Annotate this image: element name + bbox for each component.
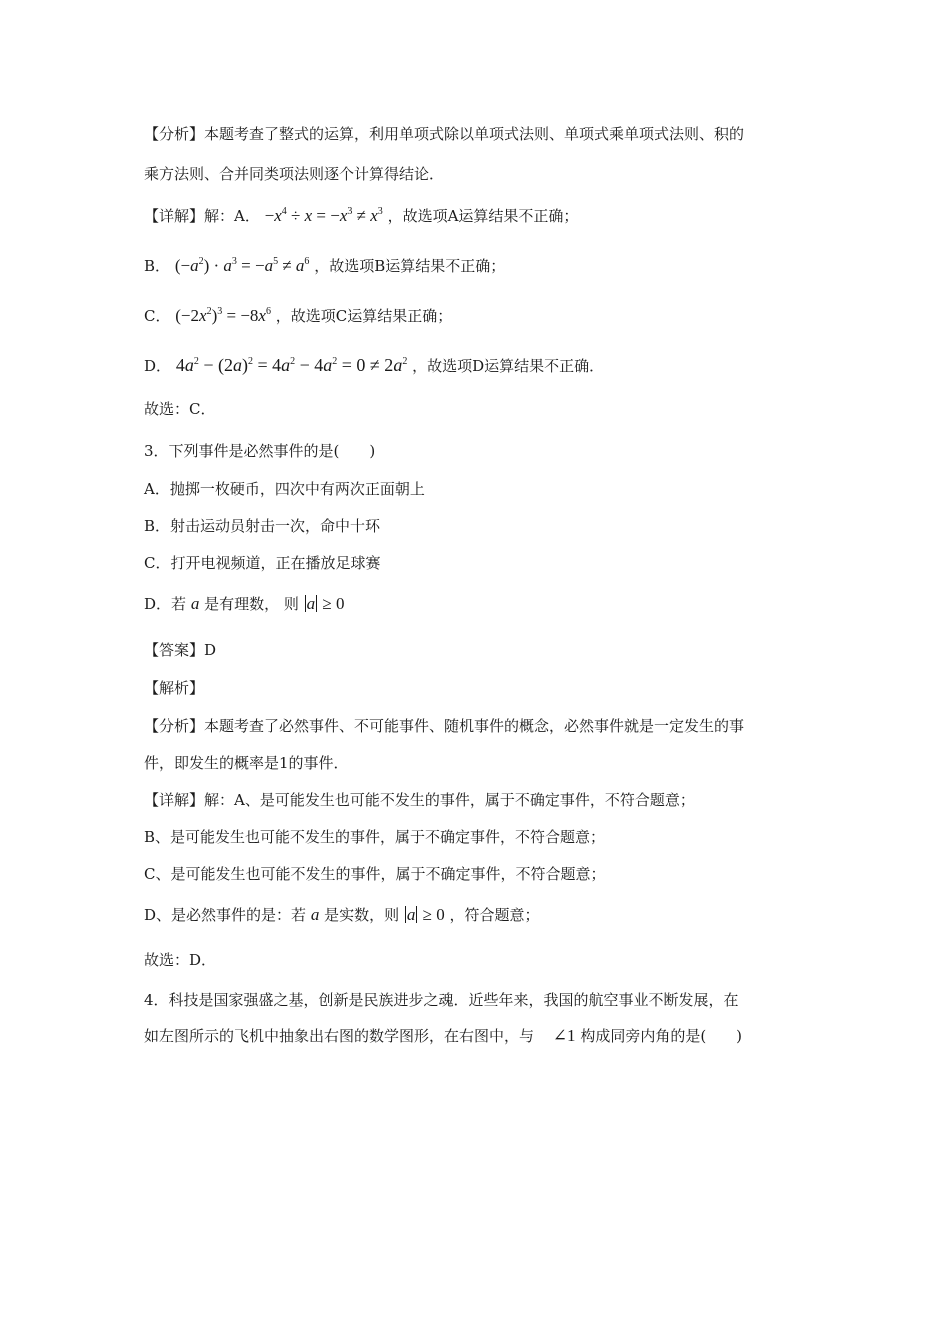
q2-analysis-line2: 乘方法则、合并同类项法则逐个计算得结论． — [144, 165, 445, 183]
q2-d-prefix: D． — [144, 357, 172, 375]
variable-a: a — [310, 905, 320, 924]
q3-option-a: A．抛掷一枚硬币，四次中有两次正面朝上 — [144, 480, 425, 498]
q2-detail-d — [144, 355, 604, 376]
q2-b-tail: ，故选项B运算结果不正确； — [314, 257, 506, 275]
q3-answer: 【答案】D — [144, 641, 217, 659]
q4-line2 — [144, 1026, 742, 1046]
q3-analysis-title: 【解析】 — [144, 679, 205, 697]
q2-c-tail: ，故选项C运算结果正确； — [275, 307, 453, 325]
q3-detail-b: B、是可能发生也可能不发生的事件，属于不确定事件，不符合题意； — [144, 828, 606, 846]
q3-analysis-line2: 件，即发生的概率是1的事件． — [144, 754, 349, 772]
formula-c: $(-2x^2)^3 = -8x^6$ — [175, 306, 271, 325]
q2-detail-b — [144, 256, 505, 276]
q3-option-b: B．射击运动员射击一次，命中十环 — [144, 517, 381, 535]
formula-a: $-x^4 \div x = -x^3 \ne x^3$ — [264, 206, 383, 225]
q3-option-d-mid: 是有理数， 则 — [204, 595, 299, 613]
q3-conclusion: 故选：D． — [144, 951, 217, 969]
q2-d-tail: ，故选项D运算结果不正确． — [412, 357, 605, 375]
q2-a-tail: ，故选项A运算结果不正确； — [387, 207, 579, 225]
q4-line2-prefix: 如左图所示的飞机中抽象出右图的数学图形，在右图中，与 — [144, 1027, 535, 1045]
angle-1: ∠1 — [552, 1026, 576, 1045]
q4-line1: 4．科技是国家强盛之基，创新是民族进步之魂．近些年来，我国的航空事业不断发展，在 — [144, 991, 739, 1009]
formula-abs-a: a ≥ 0 — [406, 905, 445, 924]
q3-question: 3．下列事件是必然事件的是( ) — [144, 442, 376, 460]
q2-c-prefix: C． — [144, 307, 171, 325]
formula-d: $4a^2 - (2a)^2 = 4a^2 - 4a^2 = 0 \ne 2a^2$ — [175, 355, 408, 375]
formula-abs-a: a ≥ 0 — [306, 594, 345, 613]
q2-conclusion: 故选：C． — [144, 400, 216, 418]
q3-detail-a: 【详解】解：A、是可能发生也可能不发生的事件，属于不确定事件，不符合题意； — [144, 791, 695, 809]
q3-option-d — [144, 594, 345, 614]
formula-b: $(-a^2) \cdot a^3 = -a^5 \ne a^6$ — [174, 256, 310, 275]
q2-b-prefix: B． — [144, 257, 171, 275]
q2-detail-a — [144, 206, 578, 226]
q4-line2-tail: 构成同旁内角的是( ) — [580, 1027, 743, 1045]
q3-option-c: C．打开电视频道，正在播放足球赛 — [144, 554, 381, 572]
q2-detail-c — [144, 306, 452, 326]
q3-option-d-prefix: D．若 — [144, 595, 187, 613]
q3-detail-d-prefix: D、是必然事件的是：若 — [144, 906, 307, 924]
q2-detail-prefix: 【详解】解：A． — [144, 207, 260, 225]
q2-analysis-line1: 【分析】本题考查了整式的运算，利用单项式除以单项式法则、单项式乘单项式法则、积的 — [144, 125, 745, 143]
q3-detail-d-mid: 是实数，则 — [324, 906, 400, 924]
q3-detail-d — [144, 905, 540, 925]
q3-analysis-line1: 【分析】本题考查了必然事件、不可能事件、随机事件的概念，必然事件就是一定发生的事 — [144, 717, 745, 735]
q3-detail-d-tail: ，符合题意； — [449, 906, 540, 924]
variable-a: a — [190, 594, 200, 613]
q3-detail-c: C、是可能发生也可能不发生的事件，属于不确定事件，不符合题意； — [144, 865, 606, 883]
